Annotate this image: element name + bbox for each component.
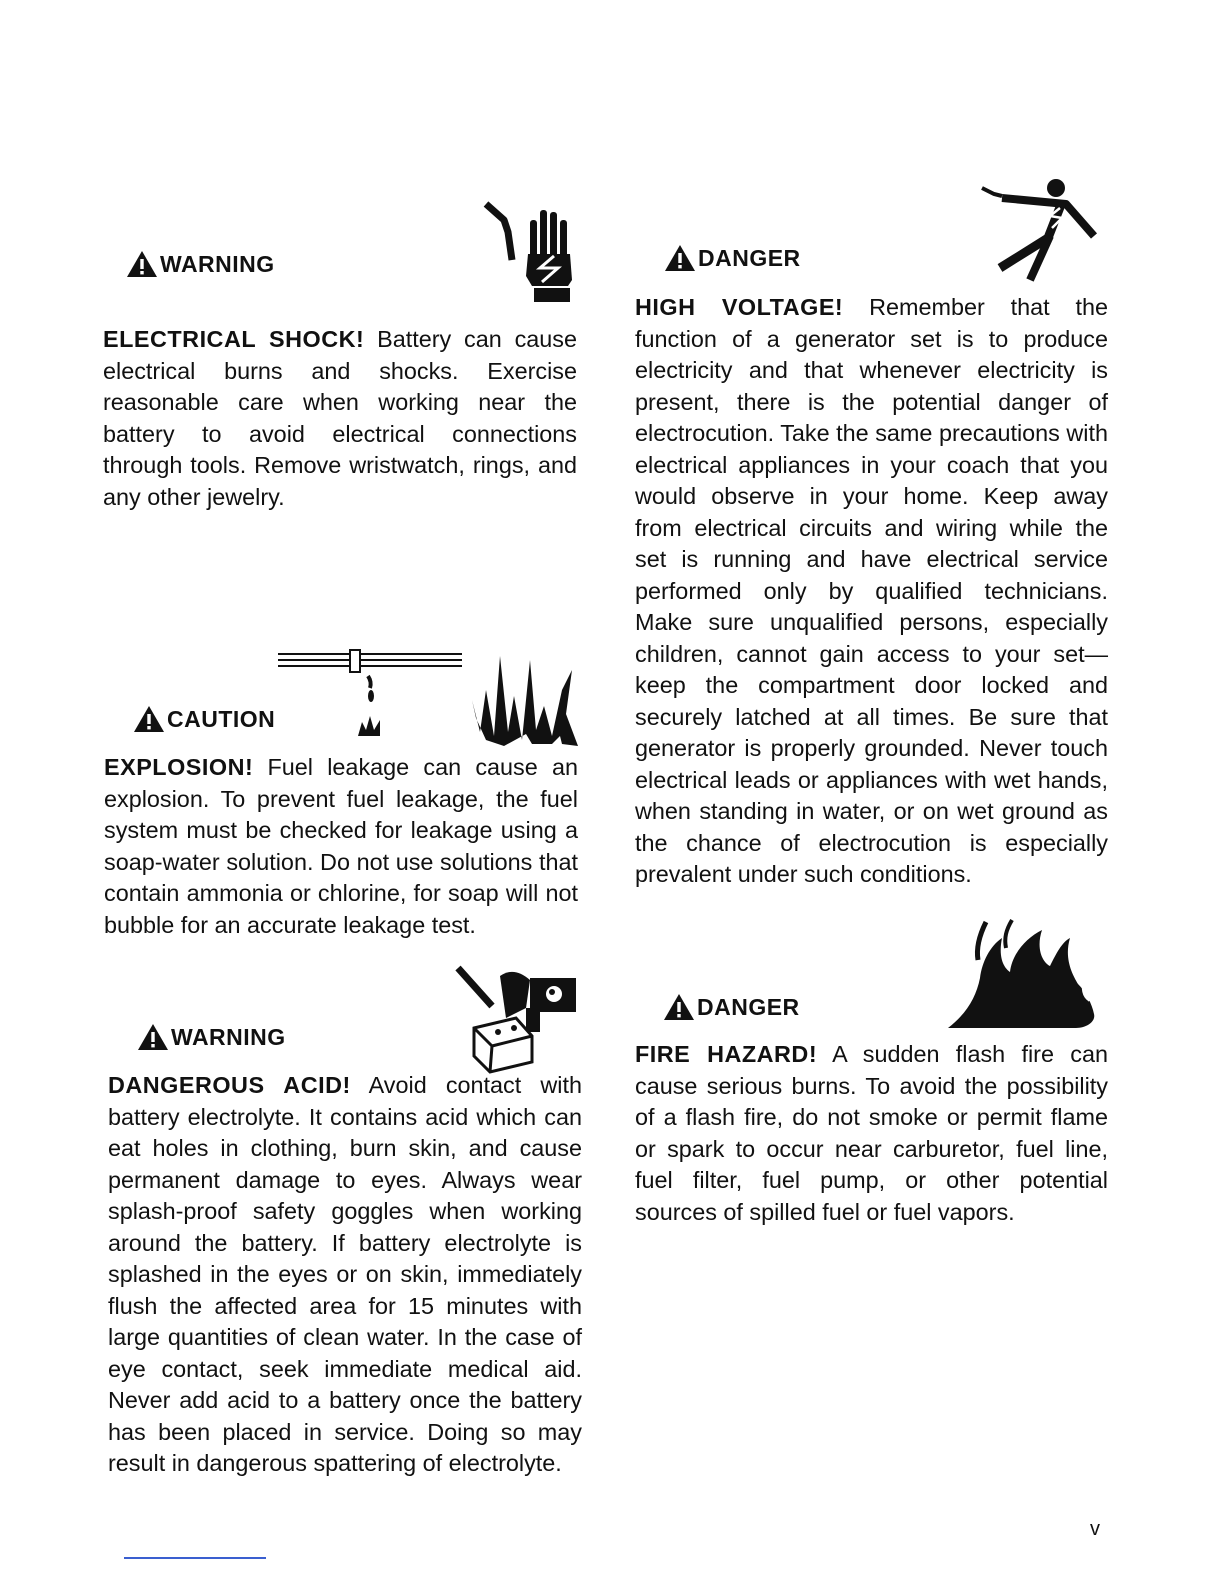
fire-flames-icon [946,918,1100,1030]
electrical-shock-hand-icon [482,198,582,306]
danger-voltage-header [664,244,801,272]
high-voltage-text [635,292,1108,891]
high-voltage-person-icon [976,176,1100,286]
danger-voltage-label: DANGER [698,244,801,271]
warning-triangle-icon [137,1023,169,1051]
electrical-shock-lead: ELECTRICAL SHOCK! [103,326,365,352]
danger-triangle-icon [664,244,696,272]
warning-header [126,250,275,278]
fuel-leak-explosion-icon [272,640,584,750]
caution-label: CAUTION [167,705,276,732]
page-number: v [1090,1518,1100,1540]
caution-header [133,705,275,733]
electrical-shock-body: Battery can cause electrical burns and shocks. Exercise reasonable care when working near the battery to avoid electrical connections through tools. Remove wristwatch, rings, and any other jewelry. [103,326,577,510]
high-voltage-lead: HIGH VOLTAGE! [635,294,844,320]
explosion-lead: EXPLOSION! [104,754,254,780]
explosion-body: Fuel leakage can cause an explosion. To prevent fuel leakage, the fuel system must be checked for leakage using a soap-water solution. Do not use solutions that contain ammonia or chlorine, for soap will not bubble for an accurate leakage test. [104,754,578,938]
fire-hazard-body: A sudden flash fire can cause serious burns. To avoid the possibility of a flash fire, do not smoke or permit flame or spark to occur near carburetor, fuel line, fuel filter, fuel pump, or other potential sources of spilled fuel or fuel vapors. [635,1041,1108,1225]
fire-hazard-text [635,1039,1108,1228]
danger-fire-label: DANGER [697,993,800,1020]
warning-triangle-icon [126,250,158,278]
bottom-rule [124,1557,266,1559]
fire-hazard-lead: FIRE HAZARD! [635,1041,818,1067]
warning-label: WARNING [160,250,275,277]
electrical-shock-text [103,324,577,513]
danger-triangle-icon [663,993,695,1021]
caution-triangle-icon [133,705,165,733]
warning-acid-label: WARNING [171,1023,286,1050]
battery-acid-icon [452,962,580,1074]
dangerous-acid-body: Avoid contact with battery electrolyte. It contains acid which can eat holes in clothing, burn skin, and cause permanent damage to eyes. Always wear splash-proof safety goggles when working around the battery. If battery electrolyte is splashed in the eyes or on skin, immediately flush the affected area for 15 minutes with large quantities of clean water. In the case of eye contact, seek immediate medical aid. Never add acid to a battery once the battery has been placed in service. Doing so may result in dangerous spattering of electrolyte. [108,1072,582,1476]
dangerous-acid-text [108,1070,582,1480]
explosion-text [104,752,578,941]
warning-acid-header [137,1023,286,1051]
danger-fire-header [663,993,800,1021]
dangerous-acid-lead: DANGEROUS ACID! [108,1072,351,1098]
high-voltage-body: Remember that the function of a generator set is to produce electricity and that whenever electricity is present, there is the potential danger of electrocution. Take the same precautions with electrical appliances in your coach that you would observe in your home. Keep away from electrical circuits and wiring while the set is running and have electrical service performed only by qualified technicians. Make sure unqualified persons, especially children, cannot gain access to your set—keep the compartment door locked and securely latched at all times. Be sure that generator is properly grounded. Never touch electrical leads or appliances with wet hands, when standing in water, or on wet ground as the chance of electrocution is especially prevalent under such conditions. [635,294,1109,887]
